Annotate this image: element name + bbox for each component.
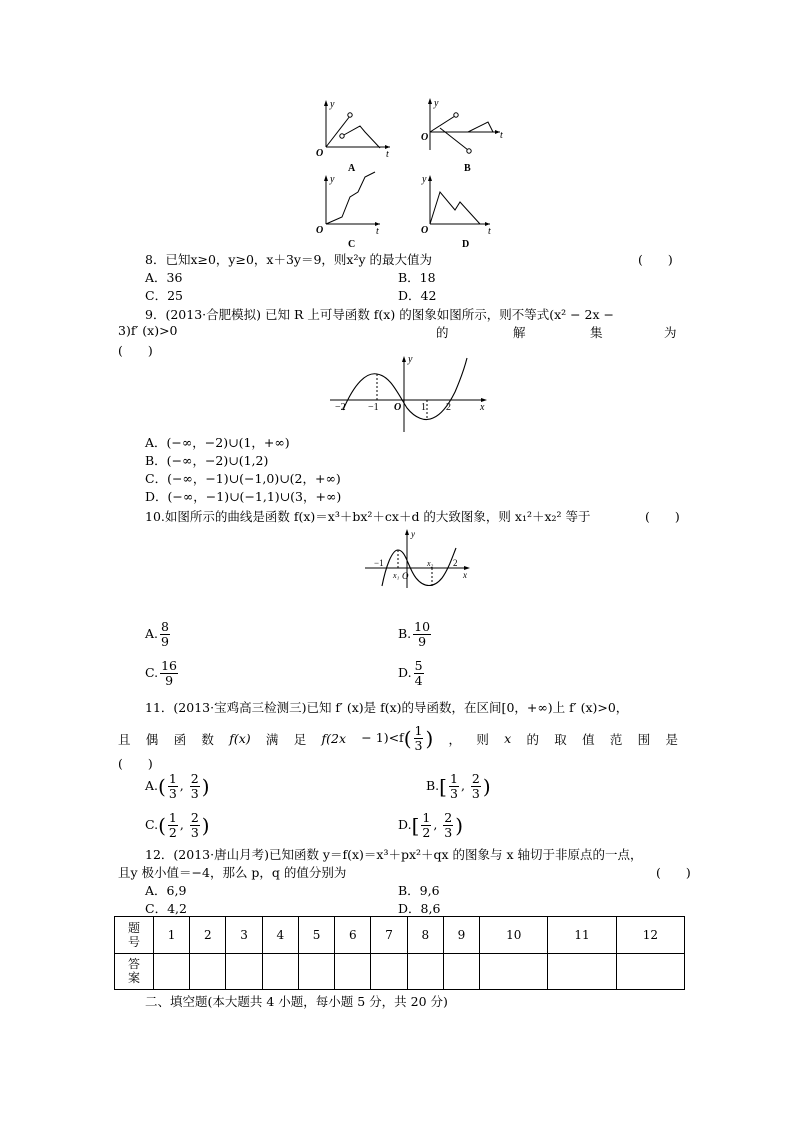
svg-text:−2: −2 (335, 402, 346, 413)
q10-option-b: B. $\frac{10}{9}$ (398, 619, 431, 649)
q10-graph (360, 528, 475, 590)
q8-option-c: C．25 (145, 288, 183, 303)
q12-line2: 且y 极小值＝−4，那么 p，q 的值分别为 (118, 865, 347, 880)
answer-cell[interactable] (190, 953, 226, 990)
svg-text:−1: −1 (374, 558, 384, 568)
answer-table (114, 916, 685, 990)
number-cell: 5 (298, 917, 334, 954)
q9-word-2: 解 (513, 325, 526, 340)
q10-option-a: A. $\frac{8}{9}$ (145, 619, 169, 649)
q9-option-d: D．(−∞，−1)∪(−1,1)∪(3，+∞) (145, 489, 342, 504)
q9-option-b: B．(−∞，−2)∪(1,2) (145, 453, 269, 468)
svg-text:x: x (463, 570, 467, 580)
q9-graph (325, 352, 495, 434)
answer-cell[interactable] (226, 953, 262, 990)
svg-text:x₂: x₂ (427, 559, 434, 568)
q10-stem: 10.如图所示的曲线是函数 f(x)＝x³＋bx²＋cx＋d 的大致图象，则 x₁²＋x₂² 等于 (145, 509, 591, 524)
svg-text:t: t (488, 226, 491, 237)
q9-line2: 3)f′ (x)>0 (118, 323, 178, 338)
answer-table-number-row (115, 917, 685, 954)
q9-option-a: A．(−∞，−2)∪(1，+∞) (145, 435, 290, 450)
q11-answer-blank: ( ) (118, 756, 153, 771)
number-cell: 12 (616, 917, 684, 954)
svg-text:x: x (480, 402, 485, 413)
answer-header: 答 案 (115, 953, 154, 990)
svg-text:O: O (402, 571, 409, 581)
svg-text:O: O (316, 225, 324, 236)
q10-option-d: D. $\frac{5}{4}$ (398, 658, 423, 688)
svg-text:y: y (434, 98, 439, 109)
svg-text:t: t (500, 130, 503, 141)
q9-word-3: 集 (590, 325, 603, 340)
q12-option-b: B．9,6 (398, 883, 440, 898)
q8-option-d: D．42 (398, 288, 437, 303)
q12-option-a: A．6,9 (145, 883, 187, 898)
answer-cell[interactable] (480, 953, 548, 990)
graph-a-label: A (348, 163, 356, 174)
number-cell: 9 (443, 917, 479, 954)
answer-cell[interactable] (443, 953, 479, 990)
q11-option-c: C.( $\frac{1}{2}$ , $\frac{2}{3}$ ) (145, 810, 210, 840)
q12-option-c: C．4,2 (145, 901, 187, 916)
svg-text:O: O (421, 132, 429, 143)
number-cell: 2 (190, 917, 226, 954)
graph-d-label: D (462, 239, 470, 250)
svg-text:1: 1 (421, 402, 426, 413)
number-cell: 4 (262, 917, 298, 954)
answer-cell[interactable] (335, 953, 371, 990)
q9-answer-blank: ( ) (118, 343, 153, 358)
svg-text:O: O (316, 148, 324, 159)
number-cell: 10 (480, 917, 548, 954)
graph-c-label: C (348, 239, 356, 250)
q11-line2: 且 偶 函 数 f(x) 满 足 f(2x − 1)<f( $\frac{1}{3}$ ) ， 则 x 的 取 值 范 围 是 (118, 723, 678, 753)
q8-option-b: B．18 (398, 270, 436, 285)
q11-option-d: D.[ $\frac{1}{2}$ , $\frac{2}{3}$ ) (398, 810, 464, 840)
svg-text:O: O (394, 402, 402, 413)
number-cell: 7 (371, 917, 407, 954)
graph-c (316, 172, 380, 250)
graph-b-label: B (464, 163, 471, 174)
q10-answer-blank: ( ) (645, 509, 680, 524)
number-header: 题 号 (115, 917, 154, 954)
graph-b (421, 98, 503, 174)
q11-option-b: B.[ $\frac{1}{3}$ , $\frac{2}{3}$ ) (426, 771, 491, 801)
answer-cell[interactable] (154, 953, 190, 990)
q10-option-c: C. $\frac{16}{9}$ (145, 658, 177, 688)
q9-word-1: 的 (436, 325, 449, 340)
svg-text:t: t (376, 226, 379, 237)
q9-line1: 9．(2013·合肥模拟) 已知 R 上可导函数 f(x) 的图象如图所示，则不等式(x² − 2x − (145, 307, 615, 322)
svg-text:y: y (330, 174, 335, 185)
section-2-heading: 二、填空题(本大题共 4 小题，每小题 5 分，共 20 分) (145, 994, 448, 1009)
graph-d (421, 174, 491, 250)
answer-cell[interactable] (298, 953, 334, 990)
q11-line1: 11．(2013·宝鸡高三检测三)已知 f′ (x)是 f(x)的导函数，在区间[0，+∞)上 f′ (x)>0， (145, 700, 629, 715)
number-cell: 3 (226, 917, 262, 954)
answer-cell[interactable] (371, 953, 407, 990)
number-cell: 6 (335, 917, 371, 954)
graph-a (316, 99, 390, 174)
svg-text:2: 2 (446, 402, 451, 413)
svg-text:t: t (386, 149, 389, 160)
number-cell: 1 (154, 917, 190, 954)
svg-text:y: y (408, 354, 413, 365)
q8-option-a: A．36 (145, 270, 183, 285)
answer-cell[interactable] (548, 953, 616, 990)
graph-a-y: y (330, 99, 335, 110)
q11-option-a: A.( $\frac{1}{3}$ , $\frac{2}{3}$ ) (145, 771, 210, 801)
q8-stem: 8．已知x≥0，y≥0，x＋3y＝9，则x²y 的最大值为 (145, 252, 433, 267)
number-cell: 8 (407, 917, 443, 954)
answer-table-answer-row (115, 953, 685, 990)
q12-line1: 12．(2013·唐山月考)已知函数 y＝f(x)＝x³＋px²＋qx 的图象与 x 轴切于非原点的一点， (145, 847, 643, 862)
answer-cell[interactable] (407, 953, 443, 990)
q9-word-4: 为 (664, 325, 677, 340)
svg-text:O: O (421, 225, 429, 236)
q8-answer-blank: ( ) (638, 252, 673, 267)
svg-text:x₁: x₁ (393, 571, 400, 580)
number-cell: 11 (548, 917, 616, 954)
option-graphs-q7 (300, 92, 520, 252)
q9-option-c: C．(−∞，−1)∪(−1,0)∪(2，+∞) (145, 471, 341, 486)
answer-cell[interactable] (262, 953, 298, 990)
svg-text:y: y (422, 174, 427, 185)
svg-text:2: 2 (453, 558, 458, 568)
svg-text:y: y (411, 529, 415, 539)
q12-option-d: D．8,6 (398, 901, 441, 916)
svg-text:−1: −1 (368, 402, 379, 413)
q12-answer-blank: ( ) (656, 865, 691, 880)
answer-cell[interactable] (616, 953, 684, 990)
